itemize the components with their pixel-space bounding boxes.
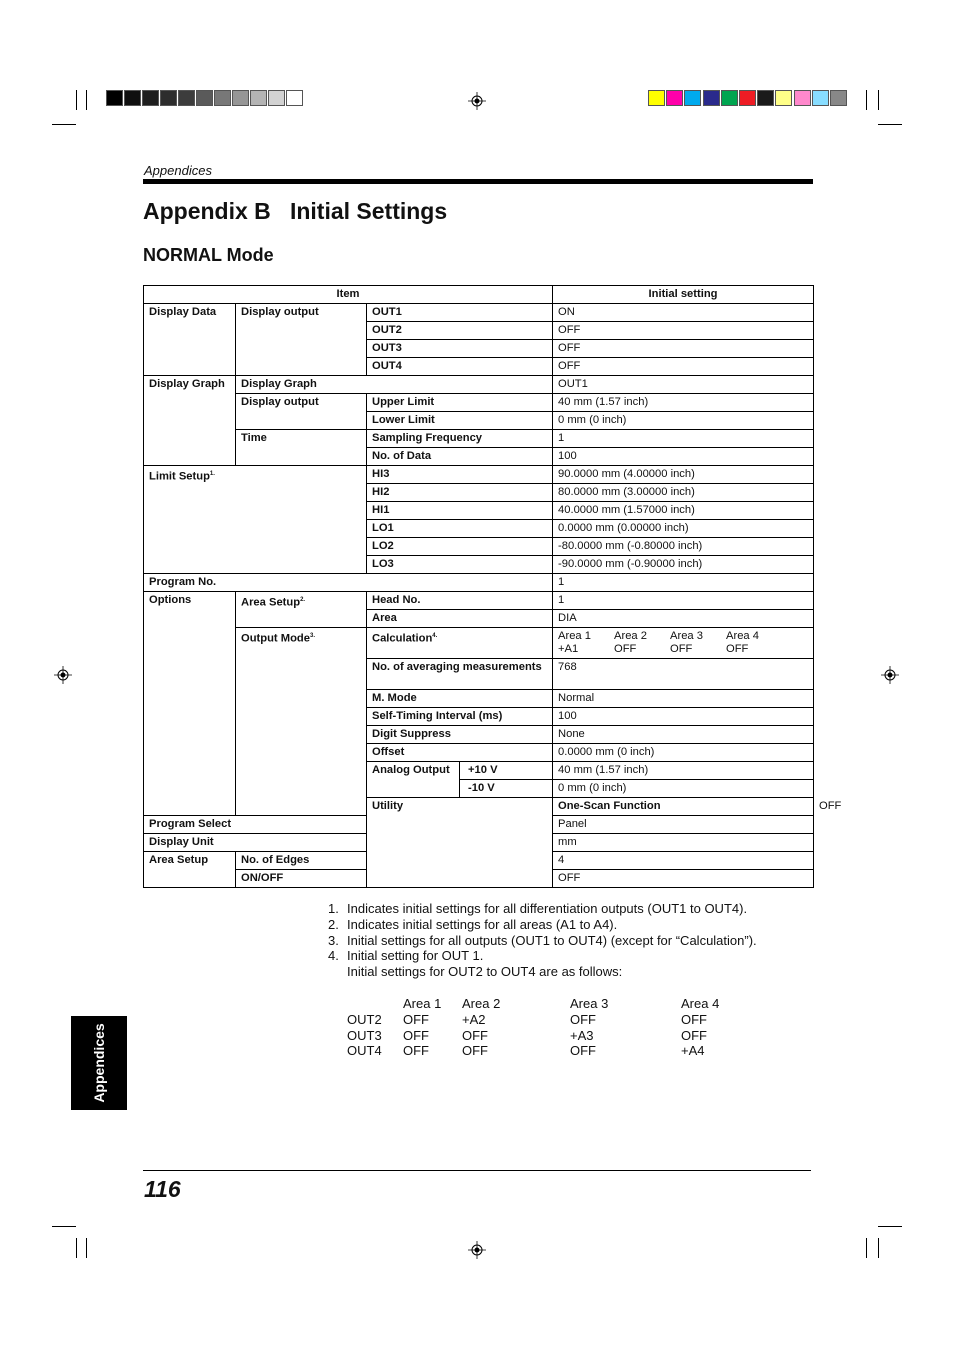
title-text: Initial Settings bbox=[289, 198, 448, 224]
table-row: Analog Output +10 V 40 mm (1.57 inch) bbox=[144, 762, 814, 780]
color-swatch bbox=[703, 90, 720, 106]
table-row: LO2 -80.0000 mm (-0.80000 inch) bbox=[144, 538, 814, 556]
table-row: OUT4 OFF OFF OFF +A4 bbox=[347, 1043, 705, 1059]
table-row: No. of averaging measurements 768 bbox=[144, 659, 814, 690]
gray-swatch bbox=[124, 90, 141, 106]
initial-settings-table bbox=[143, 285, 842, 888]
calculation-values: Area 1 Area 2 Area 3 Area 4 +A1 OFF OFF OFF bbox=[553, 628, 814, 659]
table-row: Limit Setup$^{1.}$ HI3 90.0000 mm (4.00000 inch) bbox=[144, 466, 814, 484]
footer-rule bbox=[143, 1170, 811, 1171]
table-row: LO3 -90.0000 mm (-0.90000 inch) bbox=[144, 556, 814, 574]
table-row: Display Unit mm bbox=[144, 834, 814, 852]
footnotes bbox=[328, 901, 757, 980]
table-row: Utility One-Scan Function OFF bbox=[144, 798, 814, 816]
gray-swatch bbox=[196, 90, 213, 106]
table-header-row bbox=[144, 286, 814, 304]
gray-swatch bbox=[232, 90, 249, 106]
table-row: OUT2 OFF +A2 OFF OFF bbox=[347, 1011, 707, 1027]
table-row: Offset 0.0000 mm (0 inch) bbox=[144, 744, 814, 762]
registration-mark-icon bbox=[468, 1241, 486, 1259]
gray-swatch bbox=[142, 90, 159, 106]
table-row: M. Mode Normal bbox=[144, 690, 814, 708]
registration-mark-icon bbox=[881, 666, 899, 684]
registration-mark-icon bbox=[54, 666, 72, 684]
table-row: Program Select Panel bbox=[144, 816, 814, 834]
footnote-continuation: Initial settings for OUT2 to OUT4 are as follows: bbox=[347, 964, 623, 980]
color-swatch bbox=[666, 90, 683, 106]
color-swatch bbox=[812, 90, 829, 106]
gray-swatch bbox=[250, 90, 267, 106]
gray-swatch bbox=[160, 90, 177, 106]
section-subtitle: NORMAL Mode bbox=[143, 245, 274, 265]
footnote: 1. Indicates initial settings for all differentiation outputs (OUT1 to OUT4). bbox=[328, 901, 748, 916]
table-row: Digit Suppress None bbox=[144, 726, 814, 744]
gray-swatch bbox=[178, 90, 195, 106]
table-header-row: Area 1 Area 2 Area 3 Area 4 bbox=[403, 996, 720, 1011]
side-tab: Appendices bbox=[71, 1016, 127, 1110]
gray-swatch bbox=[214, 90, 231, 106]
table-row: ON/OFF OFF bbox=[144, 870, 814, 888]
table-row: -10 V 0 mm (0 inch) bbox=[144, 780, 814, 798]
table-row: No. of Data 100 bbox=[144, 448, 814, 466]
gray-swatch bbox=[286, 90, 303, 106]
header-rule bbox=[143, 179, 813, 184]
table-row: Self-Timing Interval (ms) 100 bbox=[144, 708, 814, 726]
table-row: LO1 0.0000 mm (0.00000 inch) bbox=[144, 520, 814, 538]
table-row: Display Data Display output OUT1 ON bbox=[144, 304, 814, 322]
gray-swatch bbox=[268, 90, 285, 106]
table-row: OUT4 OFF bbox=[144, 358, 814, 376]
gray-swatch bbox=[106, 90, 123, 106]
footnote: 4. Initial setting for OUT 1. bbox=[328, 948, 484, 964]
color-swatch bbox=[757, 90, 774, 106]
table-row: Time Sampling Frequency 1 bbox=[144, 430, 814, 448]
color-swatch bbox=[648, 90, 665, 106]
table-row: OUT3 OFF OFF +A3 OFF bbox=[347, 1027, 707, 1043]
running-header: Appendices bbox=[144, 163, 212, 178]
out-settings-table bbox=[347, 996, 741, 1059]
col-header-setting: Initial setting bbox=[553, 286, 814, 304]
appendix-label: Appendix B bbox=[143, 198, 271, 224]
color-swatch bbox=[830, 90, 847, 106]
table-row: HI2 80.0000 mm (3.00000 inch) bbox=[144, 484, 814, 502]
table-row: Program No. 1 bbox=[144, 574, 814, 592]
table-row: Output Mode$^{3.}$ Calculation$^{4.}$ Area 1 Area 2 Area 3 Area 4 +A1 OFF OFF OFF bbox=[144, 628, 814, 659]
table-row: HI1 40.0000 mm (1.57000 inch) bbox=[144, 502, 814, 520]
color-swatch bbox=[721, 90, 738, 106]
table-row: Lower Limit 0 mm (0 inch) bbox=[144, 412, 814, 430]
color-swatch bbox=[684, 90, 701, 106]
table-row: OUT2 OFF bbox=[144, 322, 814, 340]
color-swatch bbox=[794, 90, 811, 106]
page-number: 116 bbox=[144, 1176, 181, 1202]
table-row: OUT3 OFF bbox=[144, 340, 814, 358]
color-swatch bbox=[775, 90, 792, 106]
table-row: Area Setup No. of Edges 4 bbox=[144, 852, 814, 870]
footnote: 3. Initial settings for all outputs (OUT1 to OUT4) (except for “Calculation”). bbox=[328, 932, 757, 948]
col-header-item: Item bbox=[144, 286, 553, 304]
page-title bbox=[143, 198, 447, 225]
table-row: Options Area Setup$^{2.}$ Head No. 1 bbox=[144, 592, 814, 610]
table-row: Display output Upper Limit 40 mm (1.57 inch) bbox=[144, 394, 814, 412]
table-row: Area DIA bbox=[144, 610, 814, 628]
footnote: 2. Indicates initial settings for all areas (A1 to A4). bbox=[328, 916, 618, 932]
color-swatch bbox=[739, 90, 756, 106]
table-row: Display Graph Display Graph OUT1 bbox=[144, 376, 814, 394]
registration-mark-icon bbox=[468, 92, 486, 110]
